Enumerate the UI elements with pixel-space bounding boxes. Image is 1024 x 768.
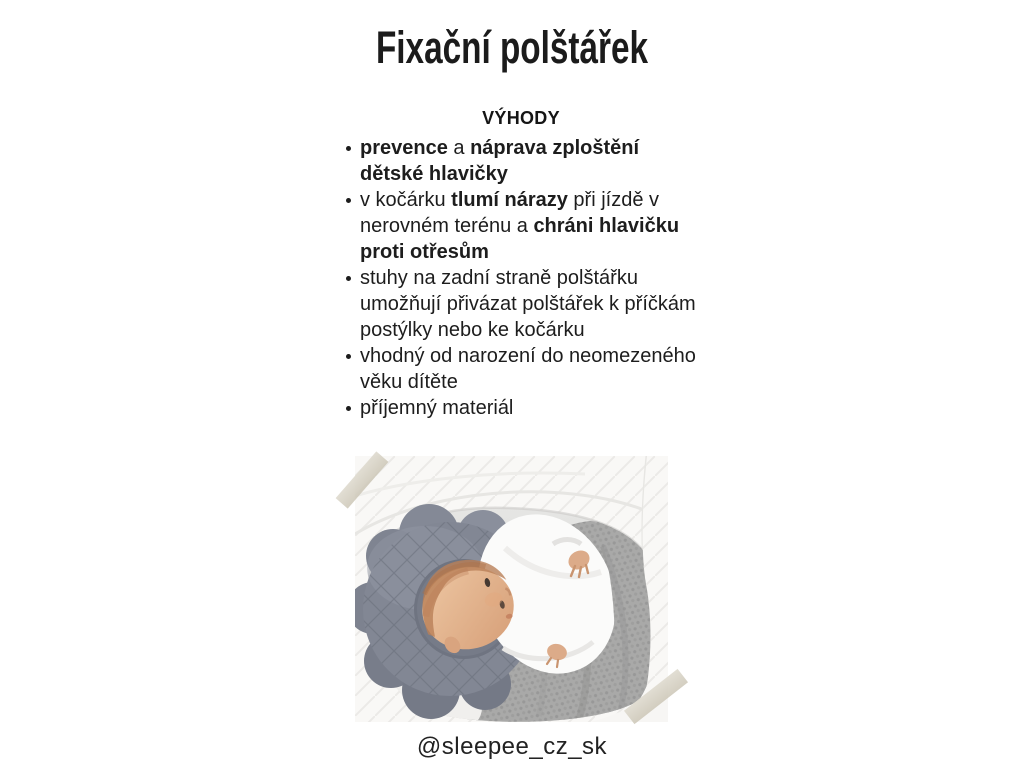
advantage-item: v kočárku tlumí nárazy při jízdě v nerovném terénu a chráni hlavičku proti otřesům <box>344 187 698 265</box>
advantage-item: příjemný materiál <box>344 395 698 421</box>
instagram-handle: @sleepee_cz_sk <box>416 733 608 760</box>
product-photo <box>355 456 668 722</box>
advantages-section <box>344 107 698 421</box>
advantage-item: vhodný od narození do neomezeného věku dítěte <box>344 343 698 395</box>
page-title: Fixační polštářek <box>375 22 649 73</box>
advantage-item: prevence a náprava zploštění dětské hlavičky <box>344 135 698 187</box>
baby-photo-illustration <box>355 456 668 722</box>
advantages-heading: VÝHODY <box>482 108 560 128</box>
advantage-item: stuhy na zadní straně polštářku umožňují přivázat polštářek k příčkám postýlky nebo ke kočárku <box>344 265 698 343</box>
advantages-list <box>344 135 698 421</box>
